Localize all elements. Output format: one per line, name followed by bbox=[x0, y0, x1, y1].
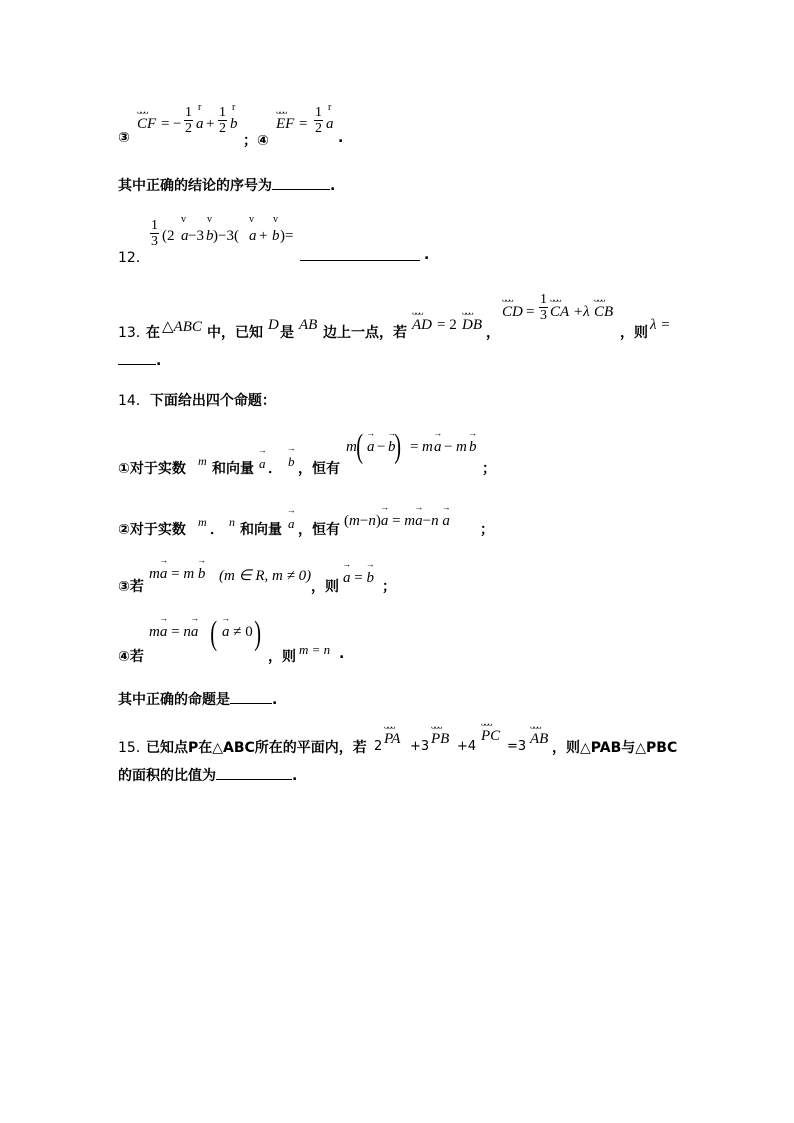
q14-p3-cond: (m ∈ R, m ≠ 0) bbox=[219, 568, 312, 584]
q14-p1-dot: ． bbox=[268, 461, 282, 477]
q14-p2-m: m bbox=[198, 515, 207, 529]
q15-line1 bbox=[118, 718, 688, 759]
q13-DB-vector: ᴗᴗᴗ DB bbox=[462, 307, 482, 333]
q14-prop1 bbox=[118, 428, 498, 478]
q12-v-mark-3: v bbox=[249, 214, 254, 225]
q14-p1-rhs-m2: m bbox=[456, 439, 467, 455]
q12-expr-mid: −3 bbox=[188, 228, 204, 244]
q14-number: 14． bbox=[118, 393, 150, 409]
q13-t4: 边上一点，若 bbox=[323, 325, 407, 341]
q14-p1-in-minus: − bbox=[377, 439, 386, 455]
q14-p3-result: → a = → b bbox=[343, 570, 374, 587]
q11-plus: + bbox=[206, 116, 215, 132]
q13-eq3: = bbox=[526, 304, 535, 320]
q13-t3: 是 bbox=[280, 325, 294, 341]
q13-CD-vector: ᴗᴗᴗ CD bbox=[502, 294, 523, 320]
q11-end: . bbox=[338, 130, 344, 146]
q11-r-mark: r bbox=[198, 102, 202, 113]
q14-conclusion-text: 其中正确的命题是 bbox=[118, 692, 230, 708]
q12-expr-left: (2 bbox=[162, 228, 175, 244]
q12-a1: a bbox=[181, 228, 189, 244]
q11-a-vec-2: a bbox=[326, 116, 334, 132]
q14-conclusion bbox=[118, 689, 277, 709]
q15-c3: +3 bbox=[410, 739, 430, 754]
q11-conclusion-text: 其中正确的结论的序号为 bbox=[118, 178, 272, 194]
q14-p1-rhs-minus: − bbox=[444, 439, 453, 455]
q12-expr-end: )= bbox=[280, 228, 294, 244]
q14-p2-text: ②对于实数 bbox=[118, 522, 186, 538]
q12-end: . bbox=[424, 247, 430, 263]
q15-c4: +4 bbox=[457, 739, 477, 754]
q14-p1-in-b: → b bbox=[388, 439, 396, 456]
q12-expr-mid2: )−3( bbox=[213, 228, 239, 244]
q15-line2 bbox=[118, 765, 297, 785]
q12-a2: a bbox=[249, 228, 257, 244]
q14-p2-a-vec: → a bbox=[288, 516, 295, 532]
q14-p1-rhs-a: → a bbox=[434, 439, 442, 456]
q12-v-mark-2: v bbox=[207, 214, 212, 225]
q13-frac: $\frac{1}{3}$ bbox=[540, 292, 547, 323]
q14-p3-formula: m→ a = m → b bbox=[149, 566, 205, 583]
q15-number: 15． bbox=[118, 740, 150, 756]
q12 bbox=[118, 214, 438, 264]
q13-number: 13． bbox=[118, 325, 150, 341]
q13-lambda: λ = bbox=[650, 317, 671, 333]
q14-p4-then: ，则 bbox=[268, 649, 296, 665]
q15-PA-vector: ᴗᴗᴗ PA bbox=[384, 721, 401, 747]
q13-answer-line bbox=[118, 353, 161, 369]
q15-answer-blank[interactable] bbox=[216, 779, 292, 780]
q13-triangle: △ABC bbox=[162, 319, 202, 335]
q12-b1: b bbox=[206, 228, 214, 244]
q11-frac-3: $\frac{1}{2}$ bbox=[315, 105, 322, 136]
q15-c5: =3 bbox=[507, 739, 527, 754]
q13-t2: 中，已知 bbox=[207, 325, 263, 341]
q13-eq2: = 2 bbox=[437, 317, 457, 333]
q14-title: 下面给出四个命题： bbox=[149, 393, 276, 409]
q13-t5: ，则 bbox=[620, 325, 648, 341]
q14-prop2 bbox=[118, 503, 498, 543]
q11-frac-1: $\frac{1}{2}$ bbox=[185, 105, 192, 136]
q11-sep: ；④ bbox=[243, 133, 269, 149]
q14-p1-m: m bbox=[198, 454, 207, 468]
q14-p3-then: ，则 bbox=[311, 579, 339, 595]
q14-title-line bbox=[118, 390, 276, 410]
q14-p1-rhs-b: → b bbox=[469, 439, 477, 456]
q13 bbox=[118, 292, 678, 342]
q13-CB-vector: ᴗᴗᴗ CB bbox=[594, 294, 614, 320]
q14-p4-result: m = n bbox=[299, 642, 331, 657]
q14-p1-lparen: ( bbox=[356, 428, 364, 465]
q15-text2: ，则△PAB与△PBC bbox=[552, 740, 678, 756]
q13-comma: ， bbox=[486, 325, 500, 341]
q14-p1-and: 和向量 bbox=[212, 461, 254, 477]
q15-c2: 2 bbox=[374, 739, 383, 754]
q14-p2-and: 和向量 bbox=[240, 522, 282, 538]
q13-CA-vector: ᴗᴗᴗ CA bbox=[550, 294, 570, 320]
q14-p1-rparen: ) bbox=[394, 428, 402, 465]
q14-p4-end: . bbox=[339, 646, 345, 662]
q14-prop3 bbox=[118, 560, 418, 600]
q11-conclusion bbox=[118, 175, 335, 195]
q12-plus: + bbox=[259, 228, 268, 244]
q14-p1-a-vec: → a bbox=[259, 456, 266, 472]
q13-D: D bbox=[268, 317, 279, 333]
q13-lam: +λ bbox=[573, 304, 590, 320]
q14-p4-cond: → a ≠ 0 bbox=[222, 624, 253, 641]
q14-p4-rparen: ) bbox=[254, 615, 262, 652]
q13-AD-vector: ᴗᴗᴗ AD bbox=[412, 307, 432, 333]
q14-p1-in-a: → a bbox=[367, 439, 375, 456]
q14-p2-n: n bbox=[229, 515, 235, 529]
q15-AB-vector: ᴗᴗᴗ AB bbox=[530, 721, 549, 747]
q14-p1-eq: = bbox=[410, 439, 419, 455]
q15-text3: 的面积的比值为 bbox=[118, 768, 216, 784]
q15-end: . bbox=[292, 768, 298, 784]
q14-p3-semi: ； bbox=[382, 579, 396, 595]
q14-p1-semi: ； bbox=[482, 461, 496, 477]
q12-number: 12． bbox=[118, 250, 150, 266]
q13-AB: AB bbox=[299, 317, 318, 333]
q14-p2-semi: ； bbox=[480, 522, 494, 538]
q14-answer-blank[interactable] bbox=[230, 703, 272, 704]
q14-p1-always: ，恒有 bbox=[298, 461, 340, 477]
q12-v-mark-4: v bbox=[273, 214, 278, 225]
q14-p1-text: ①对于实数 bbox=[118, 461, 186, 477]
q11-eq-2: = bbox=[299, 116, 308, 132]
q14-p3-text: ③若 bbox=[118, 579, 144, 595]
q14-p1-rhs-m1: m bbox=[422, 439, 433, 455]
q14-p1-lhs-m: m bbox=[346, 439, 357, 455]
q12-frac: $\frac{1}{3}$ bbox=[151, 218, 158, 249]
q14-p4-text: ④若 bbox=[118, 649, 144, 665]
q14-p2-formula: (m−n)→ a = m→ a−n → a bbox=[344, 513, 450, 530]
q12-answer-blank[interactable] bbox=[300, 260, 420, 261]
q11-r-mark-3: r bbox=[328, 102, 332, 113]
q14-prop4 bbox=[118, 612, 418, 665]
q11-cf-vector: ᴗᴗᴗ CF bbox=[137, 106, 157, 132]
q11-frac-2: $\frac{1}{2}$ bbox=[219, 105, 226, 136]
q14-p2-always: ，恒有 bbox=[298, 522, 340, 538]
q12-v-mark-1: v bbox=[181, 214, 186, 225]
q11-ef-vector: ᴗᴗᴗ EF bbox=[276, 106, 295, 132]
q11-answer-blank[interactable] bbox=[272, 189, 330, 190]
q11-b-vec: b bbox=[230, 116, 238, 132]
q11-r-mark-2: r bbox=[232, 102, 236, 113]
q14-p1-b-vec: → b bbox=[288, 454, 295, 470]
q14-conclusion-end: . bbox=[272, 692, 278, 708]
q13-end: . bbox=[156, 353, 162, 369]
q13-t1: 在 bbox=[146, 325, 160, 341]
q15-PB-vector: ᴗᴗᴗ PB bbox=[431, 721, 450, 747]
q14-p2-dot: ． bbox=[210, 522, 224, 538]
q15-PC-vector: ᴗᴗᴗ PC bbox=[481, 718, 501, 744]
q11-item3-marker: ③ bbox=[118, 130, 130, 146]
q12-b2: b bbox=[272, 228, 280, 244]
q14-p4-formula: m→ a = n→ a bbox=[149, 624, 198, 641]
q11-minus: − bbox=[173, 116, 182, 132]
q15-text1: 已知点P在△ABC所在的平面内，若 bbox=[146, 740, 367, 756]
q13-answer-blank[interactable] bbox=[118, 364, 156, 365]
q11-eq: = bbox=[161, 116, 170, 132]
q14-p4-lparen: ( bbox=[210, 615, 218, 652]
q11-conclusion-end: . bbox=[330, 178, 336, 194]
q11-a-vec: a bbox=[196, 116, 204, 132]
